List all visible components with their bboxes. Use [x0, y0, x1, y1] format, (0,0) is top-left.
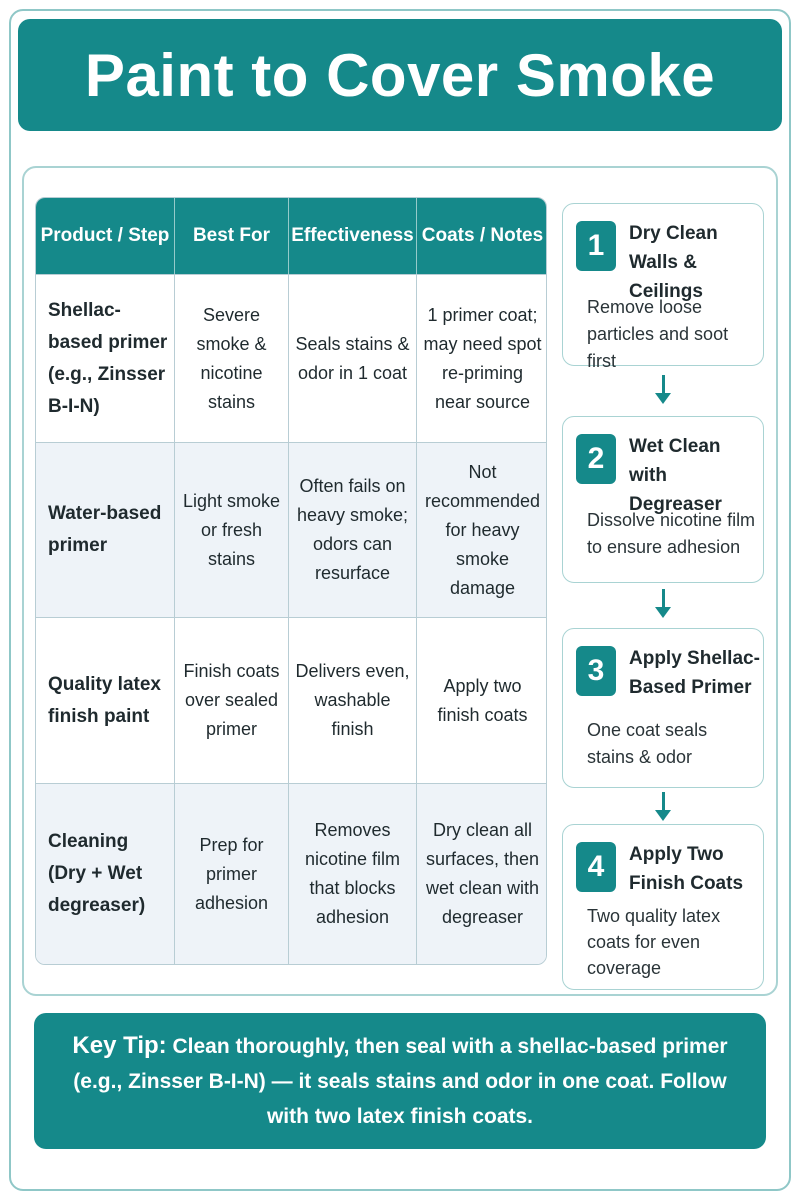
table-cell: Water-based primer	[36, 443, 175, 617]
table-cell: Shellac-based primer (e.g., Zinsser B-I-N)	[36, 275, 175, 442]
step-title: Dry Clean Walls & Ceilings	[629, 223, 718, 302]
table-cell: Dry clean all surfaces, then wet clean with degreaser	[425, 820, 540, 927]
table-cell: Apply two finish coats	[437, 675, 528, 725]
down-arrow-icon	[653, 375, 673, 407]
table-row	[36, 442, 546, 617]
step-card-1	[562, 203, 764, 371]
table-cell: Removes nicotine film that blocks adhesion	[289, 784, 417, 964]
column-header-best-for: Best For	[175, 198, 289, 274]
step-number-badge: 2	[576, 434, 616, 484]
table-row	[36, 783, 546, 964]
table-cell: Quality latex finish paint	[36, 618, 175, 783]
page-title: Paint to Cover Smoke	[84, 41, 716, 109]
table-cell: 1 primer coat; may need spot re-priming near source	[423, 304, 542, 412]
step-description: Remove loose particles and soot first	[587, 297, 729, 371]
step-description: One coat seals stains & odor	[587, 720, 708, 767]
title-banner	[18, 19, 782, 131]
table-cell: Light smoke or fresh stains	[175, 443, 289, 617]
key-tip-body: Clean thoroughly, then seal with a shellac-based primer (e.g., Zinsser B-I-N) — it seals stains and odor in one coat. Follow with two latex finish coats.	[73, 1035, 728, 1128]
comparison-table	[35, 197, 547, 965]
step-number-badge: 1	[576, 221, 616, 271]
table-header	[36, 198, 546, 274]
step-title: Apply Two Finish Coats	[629, 844, 744, 894]
step-card-2	[562, 416, 764, 583]
key-tip-label: Key Tip:	[72, 1032, 167, 1059]
step-card-3	[562, 628, 764, 788]
down-arrow-icon	[653, 589, 673, 621]
key-tip-text	[58, 1028, 742, 1134]
column-header-effectiveness: Effectiveness	[289, 198, 417, 274]
table-cell: Delivers even, washable finish	[289, 618, 417, 783]
step-card-4	[562, 824, 764, 990]
down-arrow-icon	[653, 792, 673, 824]
table-cell: Seals stains & odor in 1 coat	[289, 275, 417, 442]
table-row	[36, 617, 546, 783]
table-cell: Finish coats over sealed primer	[175, 618, 289, 783]
step-title: Wet Clean with Degreaser	[629, 436, 722, 515]
step-description: Two quality latex coats for even coverage	[587, 906, 721, 978]
key-tip-banner	[34, 1013, 766, 1149]
step-number-badge: 4	[576, 842, 616, 892]
table-cell: Cleaning (Dry + Wet degreaser)	[36, 784, 175, 964]
step-description: Dissolve nicotine film to ensure adhesion	[587, 510, 756, 557]
table-row	[36, 274, 546, 442]
column-header-product: Product / Step	[36, 198, 175, 274]
step-number-badge: 3	[576, 646, 616, 696]
column-header-notes: Coats / Notes	[421, 225, 544, 246]
step-title: Apply Shellac-Based Primer	[629, 648, 760, 698]
table-cell: Severe smoke & nicotine stains	[175, 275, 289, 442]
table-cell: Often fails on heavy smoke; odors can resurface	[289, 443, 417, 617]
table-cell: Not recommended for heavy smoke damage	[424, 461, 541, 598]
table-cell: Prep for primer adhesion	[175, 784, 289, 964]
